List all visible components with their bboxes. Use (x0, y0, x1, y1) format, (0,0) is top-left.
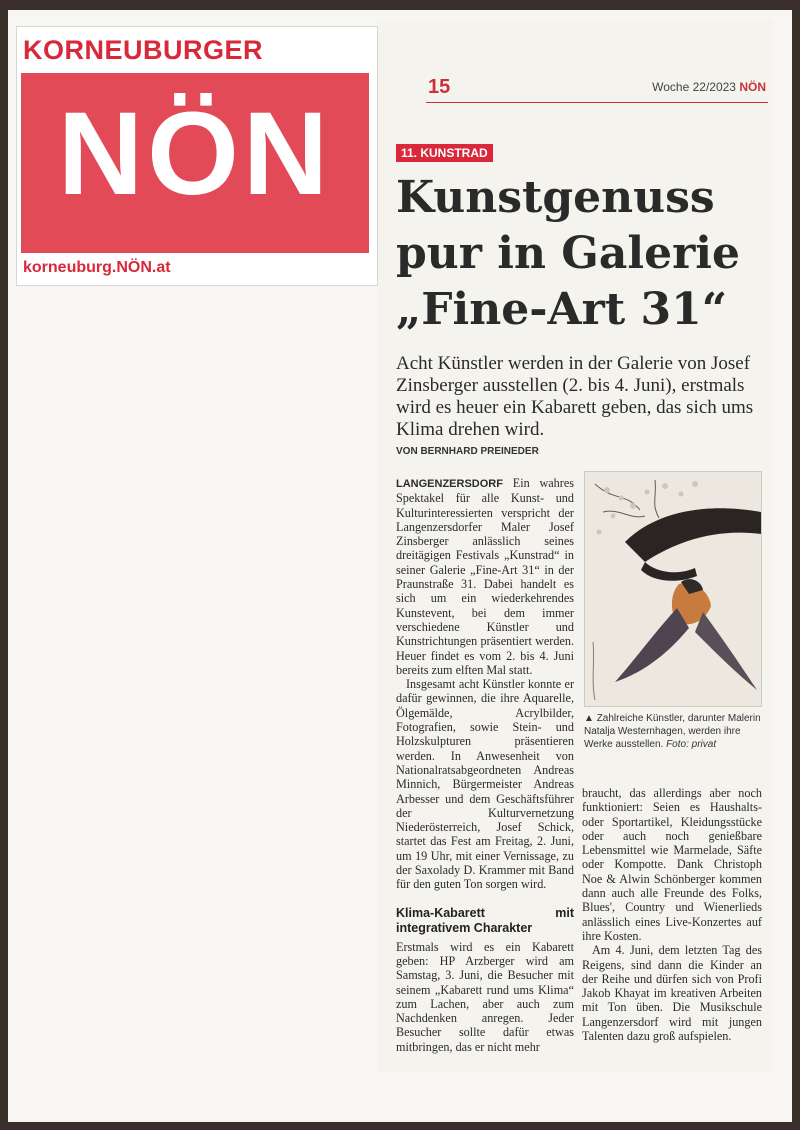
article-subhead: Klima-Kabarett mit integrativem Charakter (396, 905, 574, 935)
paragraph: Erstmals wird es ein Kabarett geben: HP Arzberger wird am Samstag, 3. Juni, die Besucher mit seinem „Kabarett rund ums Klima“ zum Lachen, aber auch zum Nachdenken anregen. Jeder Besucher sollte dafür etwas mitbringen, das er nicht mehr (396, 939, 574, 1054)
issue-paper: NÖN (739, 80, 766, 94)
article-lead: Acht Künstler werden in der Galerie von Josef Zinsberger ausstellen (2. bis 4. Juni), erstmals wird es heuer ein Kabarett geben, das sich ums Klima drehen wird. (396, 353, 754, 440)
article-clipping (378, 20, 772, 1072)
headline-line: Kunstgenuss (396, 172, 715, 223)
headline-line: „Fine-Art 31“ (396, 284, 728, 335)
article-kicker: 11. KUNSTRAD (396, 144, 493, 162)
photo-caption (584, 712, 764, 751)
article-headline (396, 170, 766, 338)
masthead-url: korneuburg.NÖN.at (23, 259, 171, 276)
paragraph (396, 476, 574, 677)
dateline: LANGENZERSDORF (396, 478, 503, 490)
bird-painting-image (585, 472, 761, 706)
masthead-clipping (16, 26, 378, 286)
issue-week: Woche 22/2023 (652, 80, 736, 94)
paragraph: Am 4. Juni, dem letzten Tag des Reigens, sind dann die Kinder an der Reihe und dürfen sich von Profi Jakob Khayat im kreativen Arbeiten mit Ton üben. Die Musikschule Langenzersdorf wird mit jungen Talenten dazu groß aufspielen. (582, 943, 762, 1044)
headline-line: pur in Galerie (396, 228, 740, 279)
masthead-region: KORNEUBURGER (23, 35, 264, 65)
issue-info (652, 80, 766, 94)
paragraph: braucht, das allerdings aber noch funktioniert: Seien es Haushalts- oder Sportartikel, Kleidungsstücke oder auch noch genießbare Lebensmittel wie Marmelade, Säfte oder Kompotte. Dank Christoph Noe & Alwin Schönberger kommen dann auch alle Freunde des Folks, Blues', Country und Wienerlieds anlässlich eines Live-Konzertes auf ihre Kosten. (582, 786, 762, 943)
header-rule (426, 102, 768, 103)
masthead-logo: NÖN (57, 88, 333, 220)
article-column-left (396, 476, 574, 1054)
caption-text: Zahlreiche Künstler, darunter Malerin Natalja Westernhagen, werden ihre Werke ausstellen. (584, 713, 761, 750)
photo-credit: Foto: privat (666, 739, 717, 750)
page-number: 15 (428, 76, 451, 98)
article-byline: VON BERNHARD PREINEDER (396, 446, 539, 457)
caption-marker-icon: ▲ (584, 713, 594, 724)
masthead-logo-box (21, 73, 369, 253)
article-photo (584, 471, 762, 707)
paragraph: Insgesamt acht Künstler konnte er dafür gewinnen, die ihre Aquarelle, Ölgemälde, Acrylbilder, Fotografien, sowie Stein- und Holzskulpturen präsentieren werden. In Anwesenheit von Nationalratsabgeordneten Andreas Minnich, Bürgermeister Andreas Arbesser und dem Geschäftsführer der Kulturvernetzung Niederösterreich, Josef Schick, startet das Fest am Freitag, 2. Juni, um 19 Uhr, mit einer Vernissage, zu der Saxolady D. Krammer mit Band für den guten Ton sorgen wird. (396, 677, 574, 892)
article-column-right (582, 786, 762, 1043)
paragraph-text: Ein wahres Spektakel für alle Kunst- und Kulturinteressierten verspricht der Langenzersdorfer Maler Josef Zinsberger anlässlich seines dreitägigen Festivals „Kunstrad“ in seiner Galerie „Fine-Art 31“ in der Praunstraße 31. Dabei handelt es sich um ein wiederkehrendes Kunstevent, bei dem immer verschiedene Künstler und Kunstrichtungen präsentiert werden. Heuer findet es vom 2. bis 4. Juni bereits zum elften Mal statt. (396, 476, 574, 677)
